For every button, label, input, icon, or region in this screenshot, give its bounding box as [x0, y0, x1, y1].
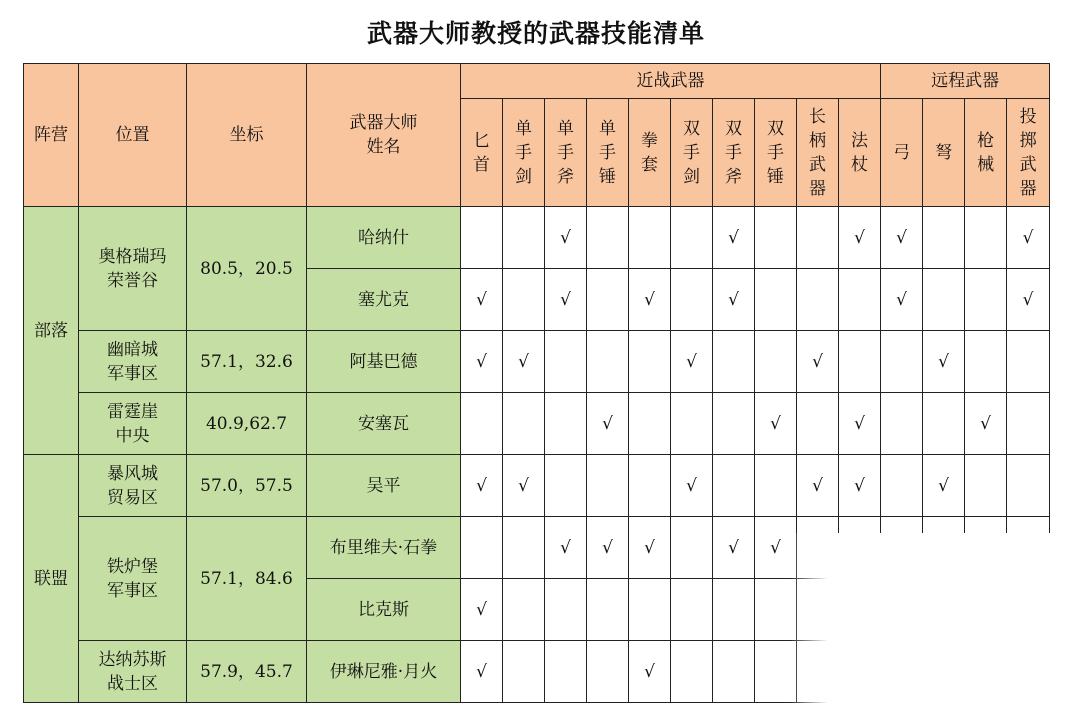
- check-cell: [545, 331, 587, 393]
- master-name-cell: 阿基巴德: [307, 331, 461, 393]
- header-weapon-1: 单 手 剑: [503, 99, 545, 207]
- header-weapon-8: 长 柄 武 器: [797, 99, 839, 207]
- check-cell: [1007, 393, 1050, 455]
- header-weapon-12: 枪 械: [965, 99, 1007, 207]
- check-cell: [923, 207, 965, 269]
- faction-cell: 部落: [24, 207, 79, 455]
- check-cell: [461, 393, 503, 455]
- master-name-cell: 塞尤克: [307, 269, 461, 331]
- check-cell: [965, 269, 1007, 331]
- faded-region: [790, 533, 1072, 708]
- check-cell: [461, 207, 503, 269]
- location-cell: 雷霆崖 中央: [79, 393, 187, 455]
- check-cell: √: [545, 517, 587, 579]
- check-cell: [503, 641, 545, 703]
- check-cell: [713, 455, 755, 517]
- check-cell: √: [923, 455, 965, 517]
- coords-cell: 40.9,62.7: [187, 393, 307, 455]
- check-cell: [965, 331, 1007, 393]
- header-weapon-6: 双 手 斧: [713, 99, 755, 207]
- check-cell: [587, 207, 629, 269]
- check-cell: [671, 517, 713, 579]
- header-weapon-5: 双 手 剑: [671, 99, 713, 207]
- check-cell: √: [461, 455, 503, 517]
- check-cell: [545, 579, 587, 641]
- check-cell: [545, 393, 587, 455]
- table-row: [24, 393, 1050, 455]
- check-cell: [755, 455, 797, 517]
- location-cell: 奥格瑞玛 荣誉谷: [79, 207, 187, 331]
- check-cell: [713, 579, 755, 641]
- check-cell: √: [713, 517, 755, 579]
- check-cell: [503, 393, 545, 455]
- check-cell: √: [629, 641, 671, 703]
- check-cell: √: [545, 269, 587, 331]
- header-weapon-2: 单 手 斧: [545, 99, 587, 207]
- check-cell: √: [881, 207, 923, 269]
- location-cell: 暴风城 贸易区: [79, 455, 187, 517]
- check-cell: √: [587, 393, 629, 455]
- check-cell: √: [755, 517, 797, 579]
- check-cell: √: [839, 393, 881, 455]
- coords-cell: 57.1，84.6: [187, 517, 307, 641]
- header-weapon-13: 投 掷 武 器: [1007, 99, 1050, 207]
- check-cell: [923, 269, 965, 331]
- table-row: [24, 331, 1050, 393]
- master-name-cell: 布里维夫·石拳: [307, 517, 461, 579]
- check-cell: [545, 641, 587, 703]
- header-ranged-weapons: 远程武器: [881, 64, 1050, 99]
- header-weapon-4: 拳 套: [629, 99, 671, 207]
- master-name-cell: 哈纳什: [307, 207, 461, 269]
- check-cell: √: [461, 641, 503, 703]
- check-cell: √: [461, 579, 503, 641]
- check-cell: [797, 393, 839, 455]
- master-name-cell: 伊琳尼雅·月火: [307, 641, 461, 703]
- faction-cell: 联盟: [24, 455, 79, 703]
- check-cell: √: [671, 331, 713, 393]
- page-title: 武器大师教授的武器技能清单: [366, 19, 705, 48]
- check-cell: √: [755, 393, 797, 455]
- check-cell: [671, 269, 713, 331]
- check-cell: [587, 269, 629, 331]
- check-cell: [587, 641, 629, 703]
- check-cell: [503, 207, 545, 269]
- header-weapon-7: 双 手 锤: [755, 99, 797, 207]
- coords-cell: 57.1，32.6: [187, 331, 307, 393]
- check-cell: √: [839, 455, 881, 517]
- table-row: [24, 455, 1050, 517]
- check-cell: √: [503, 455, 545, 517]
- check-cell: √: [461, 331, 503, 393]
- check-cell: [797, 207, 839, 269]
- check-cell: √: [461, 269, 503, 331]
- header-location: 位置: [79, 64, 187, 207]
- check-cell: [713, 641, 755, 703]
- check-cell: [629, 207, 671, 269]
- header-master-name: 武器大师 姓名: [307, 64, 461, 207]
- check-cell: [629, 455, 671, 517]
- header-weapon-10: 弓: [881, 99, 923, 207]
- table-row: [24, 207, 1050, 269]
- location-cell: 幽暗城 军事区: [79, 331, 187, 393]
- location-cell: 铁炉堡 军事区: [79, 517, 187, 641]
- check-cell: [713, 331, 755, 393]
- header-weapon-9: 法 杖: [839, 99, 881, 207]
- check-cell: √: [671, 455, 713, 517]
- check-cell: [881, 455, 923, 517]
- check-cell: √: [545, 207, 587, 269]
- master-name-cell: 比克斯: [307, 579, 461, 641]
- check-cell: [839, 269, 881, 331]
- header-weapon-11: 弩: [923, 99, 965, 207]
- check-cell: [1007, 331, 1050, 393]
- check-cell: √: [1007, 207, 1050, 269]
- header-faction: 阵营: [24, 64, 79, 207]
- check-cell: [587, 579, 629, 641]
- master-name-cell: 安塞瓦: [307, 393, 461, 455]
- header-weapon-3: 单 手 锤: [587, 99, 629, 207]
- check-cell: √: [839, 207, 881, 269]
- check-cell: [755, 331, 797, 393]
- check-cell: [671, 393, 713, 455]
- check-cell: [965, 207, 1007, 269]
- check-cell: [461, 517, 503, 579]
- check-cell: [587, 455, 629, 517]
- check-cell: [503, 269, 545, 331]
- check-cell: √: [797, 455, 839, 517]
- check-cell: √: [965, 393, 1007, 455]
- master-name-cell: 吴平: [307, 455, 461, 517]
- check-cell: [881, 331, 923, 393]
- check-cell: √: [1007, 269, 1050, 331]
- coords-cell: 57.0，57.5: [187, 455, 307, 517]
- check-cell: [629, 579, 671, 641]
- check-cell: √: [713, 207, 755, 269]
- check-cell: [713, 393, 755, 455]
- check-cell: [1007, 455, 1050, 517]
- check-cell: [671, 207, 713, 269]
- check-cell: √: [503, 331, 545, 393]
- check-cell: √: [797, 331, 839, 393]
- location-cell: 达纳苏斯 战士区: [79, 641, 187, 703]
- check-cell: [671, 579, 713, 641]
- check-cell: [839, 331, 881, 393]
- check-cell: [755, 207, 797, 269]
- check-cell: √: [713, 269, 755, 331]
- check-cell: [629, 393, 671, 455]
- check-cell: [881, 393, 923, 455]
- check-cell: [755, 269, 797, 331]
- check-cell: [671, 641, 713, 703]
- check-cell: [629, 331, 671, 393]
- check-cell: [797, 269, 839, 331]
- check-cell: √: [923, 331, 965, 393]
- check-cell: √: [881, 269, 923, 331]
- check-cell: [545, 455, 587, 517]
- header-coords: 坐标: [187, 64, 307, 207]
- check-cell: [503, 517, 545, 579]
- header-weapon-0: 匕 首: [461, 99, 503, 207]
- header-melee-weapons: 近战武器: [461, 64, 881, 99]
- coords-cell: 57.9，45.7: [187, 641, 307, 703]
- check-cell: √: [629, 269, 671, 331]
- check-cell: [503, 579, 545, 641]
- check-cell: [923, 393, 965, 455]
- check-cell: [587, 331, 629, 393]
- check-cell: [965, 455, 1007, 517]
- check-cell: √: [629, 517, 671, 579]
- check-cell: √: [587, 517, 629, 579]
- coords-cell: 80.5，20.5: [187, 207, 307, 331]
